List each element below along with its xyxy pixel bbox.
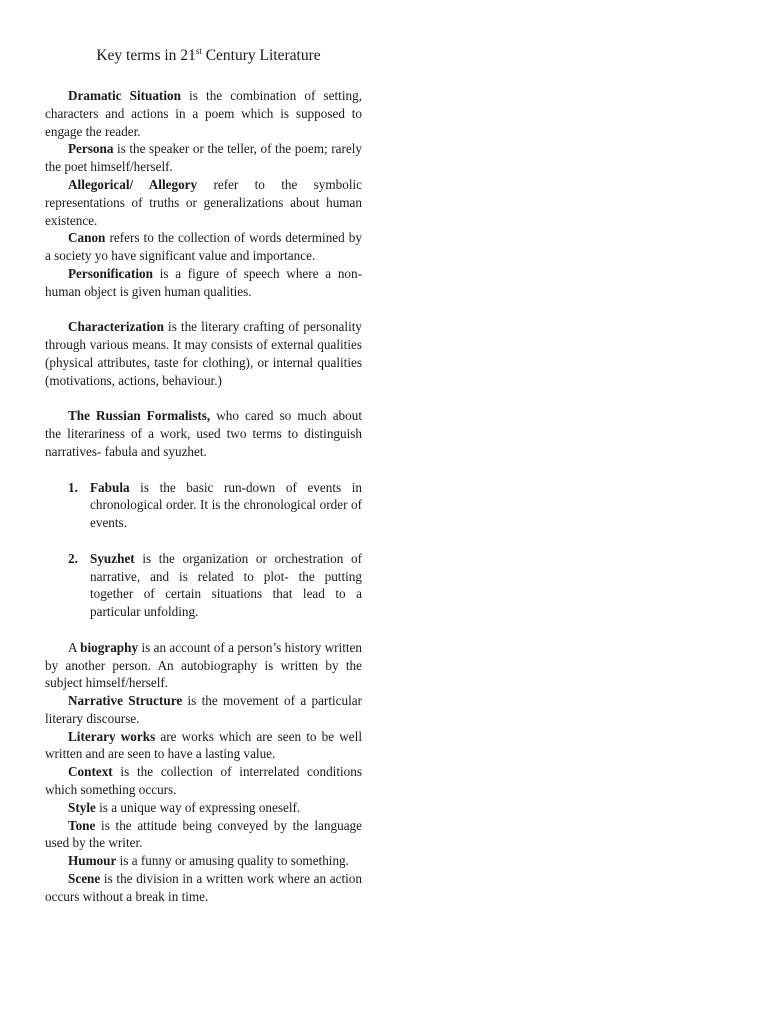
title-superscript: st <box>195 46 202 56</box>
definition-allegory <box>45 176 362 229</box>
term: Allegorical/ Allegory <box>68 176 198 192</box>
definition-personification <box>45 265 362 301</box>
term: Personification <box>68 265 153 281</box>
definition-narrative-structure <box>45 692 362 728</box>
definition-style <box>45 799 362 817</box>
list-number: 1. <box>68 479 78 495</box>
definition-text: is the attitude being conveyed by the language used by the writer. <box>45 817 362 851</box>
term: Fabula <box>90 479 130 495</box>
definition-text: refer to the symbolic representations of truths or generalizations about human existence. <box>45 176 363 228</box>
definition-dramatic-situation <box>45 87 362 140</box>
term: Style <box>68 799 96 815</box>
definition-literary-works <box>45 728 362 764</box>
term: Context <box>68 764 113 780</box>
spacer <box>45 390 362 408</box>
term: biography <box>80 639 139 655</box>
term: Characterization <box>68 319 164 335</box>
term: Dramatic Situation <box>68 88 181 103</box>
definition-text: is the collection of interrelated conditions which something occurs. <box>45 764 362 798</box>
definition-text: is the combination of setting, characters and actions in a poem which is supposed to engage the reader. <box>45 88 362 139</box>
definition-tone <box>45 817 362 853</box>
definition-text: is the organization or orchestration of narrative, and is related to plot- the putting together of certain situations that lead to a particular unfolding. <box>90 550 362 620</box>
spacer <box>45 621 362 639</box>
term: The Russian Formalists, <box>68 408 211 424</box>
definition-humour <box>45 852 362 870</box>
paragraph-russian-formalists <box>45 407 362 460</box>
term: Scene <box>68 871 101 887</box>
definition-text: who cared so much about the literariness of a work, used two terms to distinguish narratives- fabula and syuzhet. <box>45 408 362 459</box>
prefix: A <box>68 639 81 655</box>
term: Canon <box>68 230 106 246</box>
term: Tone <box>68 817 96 833</box>
definition-text: is a funny or amusing quality to something. <box>116 853 349 869</box>
definition-characterization <box>45 318 362 389</box>
term: Literary works <box>68 728 156 744</box>
definition-text: is the basic run-down of events in chronological order. It is the chronological order of events. <box>90 479 362 531</box>
numbered-list <box>45 479 362 621</box>
document-page <box>45 46 362 906</box>
definition-text: is an account of a person’s history written by another person. An autobiography is written by the subject himself/herself. <box>45 639 363 691</box>
title-prefix: Key terms in 21 <box>96 47 196 64</box>
definition-biography <box>45 639 362 692</box>
document-title <box>55 46 362 66</box>
list-item-syuzhet <box>45 550 362 621</box>
definition-text: is a figure of speech where a non-human object is given human qualities. <box>45 265 362 299</box>
spacer <box>45 532 362 550</box>
list-item-fabula <box>45 479 362 532</box>
term: Narrative Structure <box>68 693 183 709</box>
term: Persona <box>68 141 114 157</box>
term: Syuzhet <box>90 550 135 566</box>
list-number: 2. <box>68 550 78 566</box>
term: Humour <box>68 853 117 869</box>
definition-scene <box>45 870 362 906</box>
definition-canon <box>45 229 362 265</box>
spacer <box>45 461 362 479</box>
definition-text: is the movement of a particular literary discourse. <box>45 693 362 726</box>
title-suffix: Century Literature <box>201 47 321 64</box>
definition-text: is the division in a written work where an action occurs without a break in time. <box>45 871 362 904</box>
definition-text: is a unique way of expressing oneself. <box>95 799 301 815</box>
definition-persona <box>45 140 362 176</box>
definition-text: refers to the collection of words determined by a society yo have significant value and importance. <box>45 230 362 264</box>
spacer <box>45 301 362 319</box>
definition-text: are works which are seen to be well written and are seen to have a lasting value. <box>45 728 362 762</box>
definition-context <box>45 763 362 799</box>
definition-text: is the speaker or the teller, of the poem; rarely the poet himself/herself. <box>45 141 362 175</box>
definition-text: is the literary crafting of personality through various means. It may consists of external qualities (physical attributes, taste for clothing), or internal qualities (motivations, actions, behaviour.) <box>45 319 362 388</box>
